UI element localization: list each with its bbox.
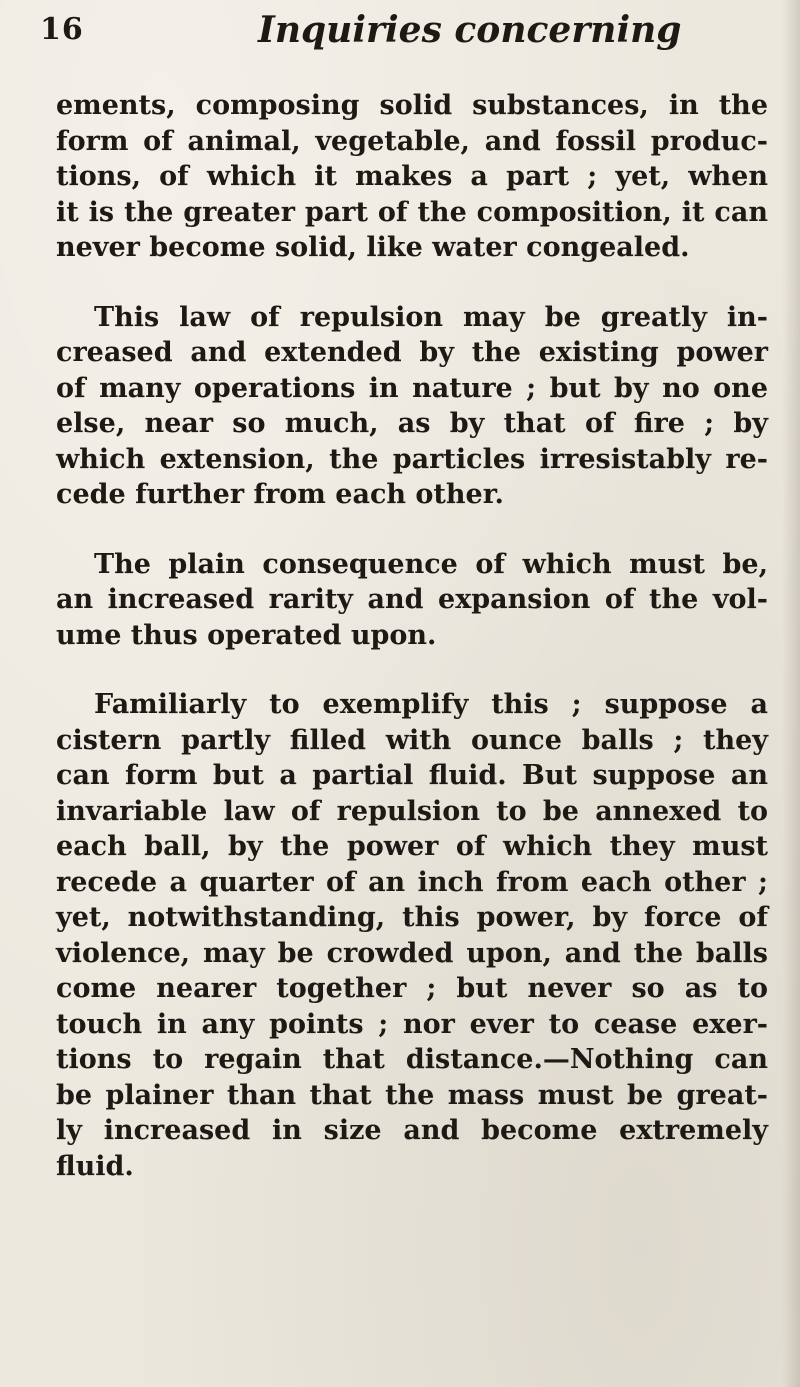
paragraph (38, 687, 768, 1184)
text-line: can form but a partial fluid. But suppose an (56, 760, 768, 791)
text-line: yet, notwithstanding, this power, by force of (56, 902, 768, 933)
text-line: creased and extended by the existing power (56, 337, 768, 368)
text-line: come nearer together ; but never so as to (56, 973, 768, 1004)
paragraph-gap (38, 513, 768, 547)
text-line: fluid. (56, 1150, 134, 1182)
text-line: ly increased in size and become extremely (56, 1115, 768, 1146)
text-line: violence, may be crowded upon, and the balls (56, 937, 768, 969)
running-title: Inquiries concerning (258, 9, 682, 51)
page-edge-shadow (782, 0, 800, 1387)
paragraph (38, 300, 768, 513)
paragraph-gap (38, 266, 768, 300)
text-line: of many operations in nature ; but by no one (56, 372, 768, 404)
text-line: ume thus operated upon. (56, 619, 437, 651)
text-line: This law of repulsion may be greatly in- (94, 301, 768, 333)
running-head (40, 8, 760, 52)
text-line: Familiarly to exemplify this ; suppose a (94, 689, 768, 720)
paragraph (38, 547, 768, 654)
text-line: touch in any points ; nor ever to cease exer- (56, 1008, 768, 1040)
page-number: 16 (40, 12, 84, 47)
paragraph (38, 88, 768, 266)
text-line: each ball, by the power of which they must (56, 831, 768, 862)
paragraph-gap (38, 653, 768, 687)
text-line: be plainer than that the mass must be great- (56, 1079, 768, 1111)
text-line: ements, composing solid substances, in the (56, 90, 768, 121)
text-line: else, near so much, as by that of fire ; by (56, 408, 768, 439)
text-line: cistern partly filled with ounce balls ; they (56, 724, 768, 756)
text-line: cede further from each other. (56, 479, 504, 510)
text-line: The plain consequence of which must be, (94, 548, 768, 580)
text-line: invariable law of repulsion to be annexed to (56, 795, 768, 827)
text-line: tions to regain that distance.—Nothing can (56, 1044, 768, 1075)
body-text (38, 88, 768, 1184)
text-line: it is the greater part of the composition, it can (56, 196, 768, 228)
text-line: tions, of which it makes a part ; yet, when (56, 161, 768, 192)
text-line: never become solid, like water congealed. (56, 232, 690, 263)
text-line: an increased rarity and expansion of the vol- (56, 584, 768, 615)
text-line: recede a quarter of an inch from each other ; (56, 866, 768, 898)
text-line: form of animal, vegetable, and fossil produc- (56, 125, 768, 157)
text-line: which extension, the particles irresistably re- (56, 443, 768, 475)
